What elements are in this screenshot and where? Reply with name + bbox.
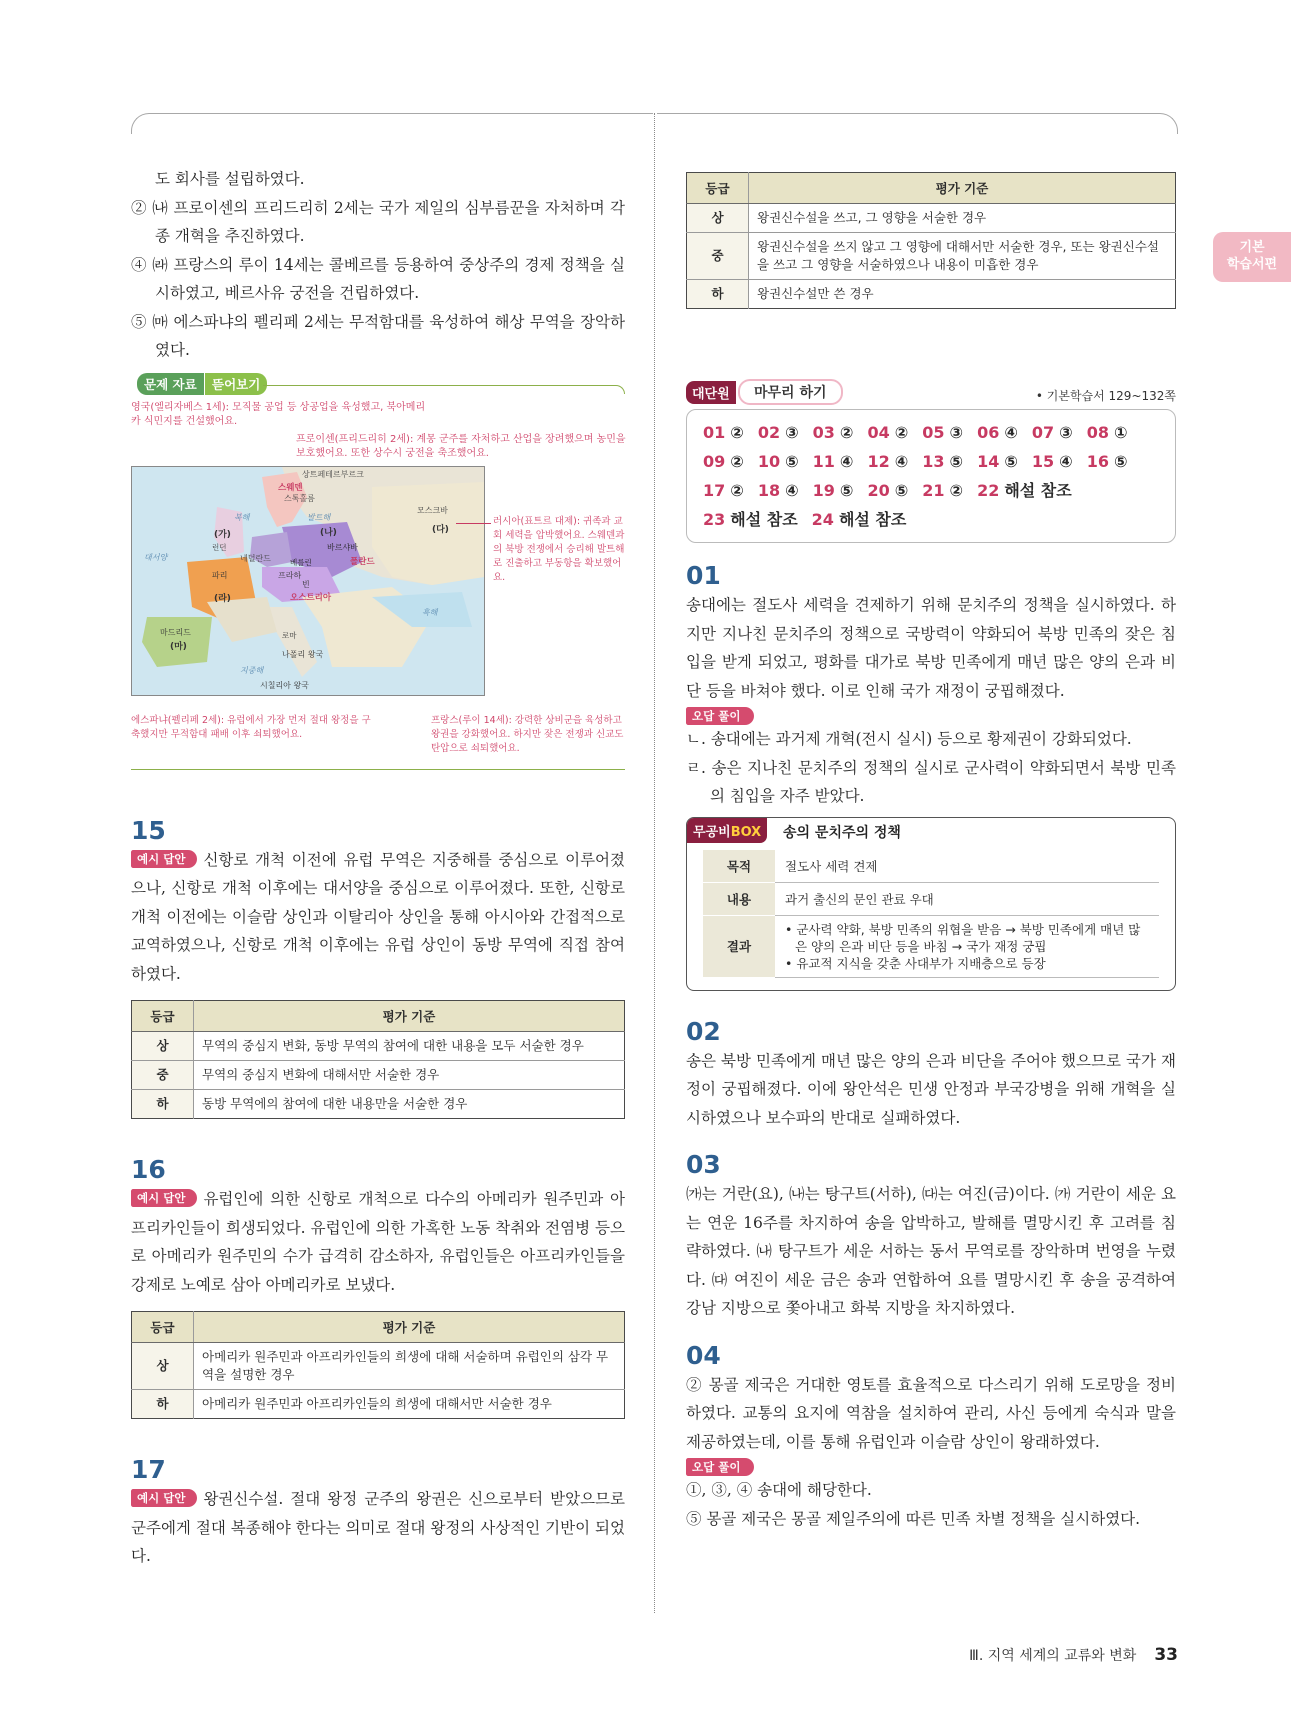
review-tag: 대단원 — [686, 381, 736, 404]
top-frame-right — [657, 113, 1178, 134]
table-row — [132, 1090, 625, 1119]
answer-key-item — [867, 476, 908, 505]
box-row — [703, 882, 1159, 915]
side-tab — [1213, 232, 1291, 282]
table-row — [687, 280, 1176, 309]
answer-03-text: ㈎는 거란(요), ㈏는 탕구트(서하), ㈐는 여진(금)이다. ㈎ 거란이 세운 요는 연운 16주를 차지하여 송을 압박하고, 발해를 멸망시킨 후 고려를 침략하였다. ㈏ 탕구트가 세운 서하는 동서 무역로를 장악하며 번영을 누렸다. ㈐ 여진이 세운 금은 송과 연합하여 요를 멸망시킨 후 송을 공격하여 강남 지방으로 쫓아내고 화북 지방을 차지하였다. — [686, 1185, 1176, 1317]
table-row — [132, 1032, 625, 1061]
label-da: (다) — [432, 524, 449, 535]
answer-key-item — [758, 476, 799, 505]
answer-03-number: 03 — [686, 1150, 721, 1179]
label-paris: 파리 — [212, 570, 228, 580]
label-praha: 프라하 — [278, 570, 302, 580]
russia-region — [372, 482, 484, 585]
answer-key-value: ⑤ — [949, 452, 964, 471]
answer-04-wrong-0: ①, ③, ④ 송대에 해당한다. — [686, 1481, 872, 1499]
caption-england: 영국(엘리자베스 1세): 모직물 공업 등 상공업을 육성했고, 북아메리카 식민지를 건설했어요. — [131, 401, 426, 427]
caption-spain: 에스파냐(펠리페 2세): 유럽에서 가장 먼저 절대 왕정을 구축했지만 무적함대 패배 이후 쇠퇴했어요. — [131, 714, 371, 740]
box-row — [703, 850, 1159, 883]
answer-key-value: ② — [730, 452, 744, 471]
label-ga: (가) — [214, 529, 231, 540]
answer-key-item — [813, 476, 854, 505]
table-header-grade: 등급 — [687, 173, 749, 204]
intro-line-1: ② ㈏ 프로이센의 프리드리히 2세는 국가 제일의 심부름꾼을 자처하며 각종 개혁을 추진하였다. — [131, 198, 625, 245]
table-header-criteria: 평가 기준 — [194, 1312, 625, 1343]
answer-key-value: ④ — [839, 452, 854, 471]
example-answer-badge: 예시 답안 — [131, 850, 197, 868]
label-baltic: 발트해 — [307, 512, 331, 522]
answer-key-number: 03 — [812, 423, 835, 442]
caption-france: 프랑스(루이 14세): 강력한 상비군을 육성하고 왕권을 강화했어요. 하지만 잦은 전쟁과 신교도 탄압으로 쇠퇴했어요. — [431, 714, 624, 754]
answer-key-number: 12 — [867, 452, 890, 471]
question-17-answer — [131, 1485, 625, 1571]
question-15-text: 신항로 개척 이전에 유럽 무역은 지중해를 중심으로 이루어졌으나, 신항로 개척 이후에는 대서양을 중심으로 이루어졌다. 또한, 신항로 개척 이전에는 이슬람 상인과 이탈리아 상인을 통해 아시아와 간접적으로 교역하였으나, 신항로 개척 이후에는 유럽 상인이 동방 무역에 직접 참여하였다. — [131, 850, 625, 983]
example-answer-badge: 예시 답안 — [131, 1189, 197, 1207]
question-15-table — [131, 1000, 625, 1119]
answer-key-value: 해설 참조 — [1004, 481, 1072, 500]
box-value: 과거 출신의 문인 관료 우대 — [775, 882, 1159, 915]
answer-key-number: 08 — [1086, 423, 1109, 442]
answer-key-value: ③ — [785, 423, 799, 442]
answer-02 — [686, 1017, 1176, 1133]
box-result-line: • 유교적 지식을 갖춘 사대부가 지배층으로 등장 — [785, 955, 1046, 971]
criteria-cell: 아메리카 원주민과 아프리카인들의 희생에 대해서만 서술한 경우 — [194, 1390, 625, 1419]
answer-key-value: 해설 참조 — [730, 510, 798, 529]
answer-key-number: 24 — [811, 510, 834, 529]
box-value: 절도사 세력 견제 — [775, 850, 1159, 883]
answer-key-value: ② — [949, 481, 964, 500]
question-15-answer — [131, 846, 625, 989]
answer-key-value: ④ — [1059, 452, 1073, 471]
label-northsea: 북해 — [234, 512, 250, 522]
footer-unit: Ⅲ. 지역 세계의 교류와 변화 — [969, 1648, 1137, 1664]
label-med: 지중해 — [240, 665, 264, 675]
answer-key-number: 18 — [757, 481, 781, 500]
answer-key-item — [703, 505, 798, 534]
answer-key-number: 11 — [812, 452, 835, 471]
answer-key-number: 15 — [1031, 452, 1055, 471]
label-sicily: 시칠리아 왕국 — [260, 680, 309, 690]
label-naples: 나폴리 왕국 — [282, 649, 324, 659]
box-header — [687, 818, 1175, 844]
answer-key-value: ④ — [785, 481, 799, 500]
box-title: 송의 문치주의 정책 — [783, 824, 901, 841]
right-column — [686, 172, 1176, 1533]
criteria-cell: 무역의 중심지 변화에 대해서만 서술한 경우 — [194, 1061, 625, 1090]
label-vienna: 빈 — [302, 579, 310, 589]
caption-russia: 러시아(표트르 대제): 귀족과 교회 세력을 압박했어요. 스웨덴과의 북방 전쟁에서 승리해 발트해로 진출하고 부동항을 확보했어요. — [493, 515, 625, 583]
criteria-cell: 왕권신수설만 쓴 경우 — [749, 280, 1176, 309]
map-tag-2: 뜯어보기 — [205, 373, 267, 395]
grade-cell: 하 — [687, 280, 749, 309]
answer-key-item — [1087, 418, 1128, 447]
label-na: (나) — [320, 527, 337, 538]
answer-key-item — [703, 418, 744, 447]
answer-key-value: ③ — [949, 423, 964, 442]
answer-key-item — [922, 447, 963, 476]
answer-key-item — [977, 476, 1072, 505]
label-ma: (마) — [170, 641, 187, 652]
label-warsaw: 바르샤바 — [327, 542, 358, 552]
intro-line-3: ⑤ ㈒ 에스파냐의 펠리페 2세는 무적함대를 육성하여 해상 무역을 장악하였다. — [131, 312, 625, 359]
answer-04 — [686, 1341, 1176, 1534]
answer-04-text: ② 몽골 제국은 거대한 영토를 효율적으로 다스리기 위해 도로망을 정비하였다. 교통의 요지에 역참을 설치하여 관리, 사신 등에게 숙식과 말을 제공하였는데, 이를 통해 유럽인과 이슬람 상인이 왕래하였다. — [686, 1375, 1176, 1451]
answer-key-number: 05 — [922, 423, 945, 442]
answer-key-number: 16 — [1086, 452, 1109, 471]
map-section — [131, 371, 625, 806]
answer-02-text: 송은 북방 민족에게 매년 많은 양의 은과 비단을 주어야 했으므로 국가 재정이 궁핍해졌다. 이에 왕안석은 민생 안정과 부국강병을 위해 개혁을 실시하였으나 보수파의 반대로 실패하였다. — [686, 1051, 1176, 1127]
table-row — [132, 1343, 625, 1390]
answer-key-value: ④ — [1004, 423, 1018, 442]
question-16-answer — [131, 1185, 625, 1299]
song-policy-box — [686, 817, 1176, 991]
box-result-line: • 군사력 약화, 북방 민족의 위협을 받음 → 북방 민족에게 매년 많은 양의 은과 비단 등을 바침 → 국가 재정 궁핍 — [785, 921, 1141, 954]
wrong-answer-badge: 오답 풀이 — [686, 1458, 754, 1476]
criteria-cell: 동방 무역에의 참여에 대한 내용만을 서술한 경우 — [194, 1090, 625, 1119]
table-header-grade: 등급 — [132, 1312, 194, 1343]
box-label: 내용 — [703, 882, 775, 915]
answer-key-number: 21 — [922, 481, 945, 500]
answer-key-value: ⑤ — [1004, 452, 1018, 471]
answer-key-number: 02 — [757, 423, 781, 442]
answer-key-number: 19 — [812, 481, 835, 500]
question-15-number: 15 — [131, 815, 166, 845]
label-berlin: 베를린 — [290, 557, 312, 567]
answer-key-item — [867, 447, 908, 476]
box-row — [703, 915, 1159, 977]
intro-line-0: 도 회사를 설립하였다. — [155, 170, 305, 188]
map-section-bottom-rule — [131, 769, 625, 770]
question-17-text: 왕권신수설. 절대 왕정 군주의 왕권은 신으로부터 받았으므로 군주에게 절대 복종해야 한다는 의미로 절대 왕정의 사상적인 기반이 되었다. — [131, 1490, 625, 1565]
answer-key-item — [977, 447, 1018, 476]
answer-key-item — [812, 505, 907, 534]
answer-key-number: 01 — [703, 423, 726, 442]
table-header-grade: 등급 — [132, 1001, 194, 1032]
box-table — [703, 850, 1159, 978]
map-header-rule — [263, 385, 625, 394]
label-madrid: 마드리드 — [160, 627, 191, 637]
russia-leader — [456, 523, 491, 524]
box-tag-box: BOX — [730, 824, 762, 840]
answer-key-number: 22 — [977, 481, 1000, 500]
answer-key-item — [1032, 418, 1073, 447]
grade-cell: 하 — [132, 1090, 194, 1119]
review-ref: • 기본학습서 129~132쪽 — [1035, 389, 1176, 403]
answer-01-wrong-0: ㄴ. 송대에는 과거제 개혁(전시 실시) 등으로 황제권이 강화되었다. — [686, 730, 1132, 748]
answer-key-number: 20 — [867, 481, 890, 500]
answer-key-value: 해설 참조 — [838, 510, 907, 529]
wrong-answer-badge: 오답 풀이 — [686, 707, 754, 725]
side-tab-line1: 기본 — [1239, 240, 1265, 255]
answer-key-item — [813, 447, 854, 476]
answer-key-item — [758, 418, 799, 447]
criteria-cell: 왕권신수설을 쓰지 않고 그 영향에 대해서만 서술한 경우, 또는 왕권신수설을 쓰고 그 영향을 서술하였으나 내용이 미흡한 경우 — [749, 233, 1176, 280]
review-header — [686, 379, 1176, 409]
answer-key-number: 13 — [922, 452, 945, 471]
answer-01-number: 01 — [686, 561, 721, 590]
answer-03 — [686, 1150, 1176, 1323]
answer-key-value: ③ — [1059, 423, 1073, 442]
table-row — [687, 204, 1176, 233]
answer-key-item — [922, 476, 963, 505]
grade-cell: 상 — [132, 1343, 194, 1390]
answer-02-number: 02 — [686, 1016, 721, 1046]
criteria-cell: 왕권신수설을 쓰고, 그 영향을 서술한 경우 — [749, 204, 1176, 233]
answer-04-wrong-badge-wrap — [686, 1456, 1176, 1476]
answer-key-item — [922, 418, 963, 447]
answer-key-value: ⑤ — [839, 481, 854, 500]
answer-key-number: 23 — [703, 510, 726, 529]
question-17-table — [686, 172, 1176, 309]
grade-cell: 하 — [132, 1390, 194, 1419]
answer-key-value: ⑤ — [894, 481, 909, 500]
label-sweden: 스웨덴 — [278, 482, 303, 493]
answer-01-wrong-badge-wrap — [686, 705, 1176, 725]
answer-key-number: 04 — [867, 423, 890, 442]
map-tag-1: 문제 자료 — [137, 373, 204, 395]
answer-key-number: 09 — [703, 452, 726, 471]
question-17-number: 17 — [131, 1455, 166, 1484]
review-title: 마무리 하기 — [738, 379, 843, 405]
caption-prussia: 프로이센(프리드리히 2세): 계몽 군주를 자처하고 산업을 장려했으며 농민을 보호했어요. 또한 상수시 궁전을 축조했어요. — [296, 433, 626, 459]
intro-line-2: ④ ㈑ 프랑스의 루이 14세는 콜베르를 등용하여 중상주의 경제 정책을 실시하였고, 베르사유 궁전을 건립하였다. — [131, 255, 625, 302]
table-header-criteria: 평가 기준 — [194, 1001, 625, 1032]
table-row — [687, 233, 1176, 280]
answer-key-number: 06 — [977, 423, 1000, 442]
answer-key-item — [867, 418, 908, 447]
answer-key-item — [1032, 447, 1073, 476]
label-black: 흑해 — [422, 607, 438, 617]
answer-key-value: ⑤ — [1113, 452, 1128, 471]
answer-key-item — [758, 447, 799, 476]
answer-key-number: 10 — [757, 452, 781, 471]
left-column — [131, 165, 625, 1571]
answer-key-item — [977, 418, 1018, 447]
answer-key-value: ① — [1113, 423, 1128, 442]
grade-cell: 상 — [132, 1032, 194, 1061]
grade-cell: 중 — [687, 233, 749, 280]
question-16-table — [131, 1311, 625, 1419]
question-15 — [131, 816, 625, 1120]
box-tag — [687, 818, 767, 843]
answer-01 — [686, 561, 1176, 991]
europe-map — [131, 466, 485, 696]
label-moscow: 모스크바 — [417, 505, 448, 515]
box-label: 목적 — [703, 850, 775, 883]
answer-key-value: ⑤ — [785, 452, 799, 471]
answer-key-value: ② — [730, 423, 744, 442]
answer-04-wrong-1: ⑤ 몽골 제국은 몽골 제일주의에 따른 민족 차별 정책을 실시하였다. — [686, 1509, 1141, 1528]
answer-key-number: 07 — [1031, 423, 1055, 442]
answer-key-value: ② — [730, 481, 744, 500]
map-section-header — [131, 371, 625, 395]
question-16-text: 유럽인에 의한 신항로 개척으로 다수의 아메리카 원주민과 아프리카인들이 희생되었다. 유럽인에 의한 가혹한 노동 착취와 전염병 등으로 아메리카 원주민의 수가 급격히 감소하자, 유럽인들은 아프리카인들을 강제로 노예로 삼아 아메리카로 보냈다. — [131, 1190, 625, 1294]
label-atlantic: 대서양 — [144, 552, 168, 562]
box-result — [775, 915, 1159, 977]
column-divider — [654, 113, 655, 1613]
answer-04-number: 04 — [686, 1340, 721, 1370]
page-footer — [969, 1645, 1178, 1665]
answer-key-number: 14 — [977, 452, 1000, 471]
box-label: 결과 — [703, 915, 775, 977]
label-ra: (라) — [214, 593, 231, 604]
page-number: 33 — [1154, 1645, 1178, 1665]
question-16-number: 16 — [131, 1155, 166, 1184]
grade-cell: 상 — [687, 204, 749, 233]
answer-key-item — [1087, 447, 1128, 476]
label-austria: 오스트리아 — [290, 592, 332, 603]
answer-01-wrong-1: ㄹ. 송은 지나친 문치주의 정책의 실시로 군사력이 약화되면서 북방 민족의 침입을 자주 받았다. — [686, 758, 1176, 805]
table-row — [132, 1061, 625, 1090]
answer-01-text: 송대에는 절도사 세력을 견제하기 위해 문치주의 정책을 실시하였다. 하지만 지나친 문치주의 정책으로 국방력이 약화되어 북방 민족의 잦은 침입을 받게 되었고, 평화를 대가로 북방 민족에게 매년 많은 양의 은과 비단 등을 바쳐야 했다. 이로 인해 국가 재정이 궁핍해졌다. — [686, 596, 1176, 700]
criteria-cell: 무역의 중심지 변화, 동방 무역의 참여에 대한 내용을 모두 서술한 경우 — [194, 1032, 625, 1061]
label-london: 런던 — [212, 542, 227, 552]
table-row — [132, 1390, 625, 1419]
answer-key-item — [703, 476, 744, 505]
answer-key-value: ④ — [894, 452, 909, 471]
table-header-criteria: 평가 기준 — [749, 173, 1176, 204]
question-17 — [131, 1455, 625, 1571]
label-netherlands: 네덜란드 — [240, 553, 271, 563]
answer-key-value: ② — [894, 423, 909, 442]
answer-key-item — [703, 447, 744, 476]
label-stockholm: 스톡홀름 — [284, 493, 315, 503]
label-stpete: 상트페테르부르크 — [302, 469, 364, 479]
question-16 — [131, 1155, 625, 1419]
answer-key-item — [813, 418, 854, 447]
side-tab-line2: 학습서편 — [1226, 257, 1278, 272]
box-tag-text: 무공비 — [693, 824, 731, 840]
answer-key-box — [686, 409, 1176, 543]
answer-key-value: ② — [839, 423, 854, 442]
example-answer-badge: 예시 답안 — [131, 1489, 197, 1507]
label-rome: 로마 — [282, 630, 297, 640]
answer-key-number: 17 — [703, 481, 726, 500]
criteria-cell: 아메리카 원주민과 아프리카인들의 희생에 대해 서술하며 유럽인의 삼각 무역을 설명한 경우 — [194, 1343, 625, 1390]
label-poland: 폴란드 — [350, 556, 375, 567]
top-frame-left — [131, 113, 653, 134]
grade-cell: 중 — [132, 1061, 194, 1090]
